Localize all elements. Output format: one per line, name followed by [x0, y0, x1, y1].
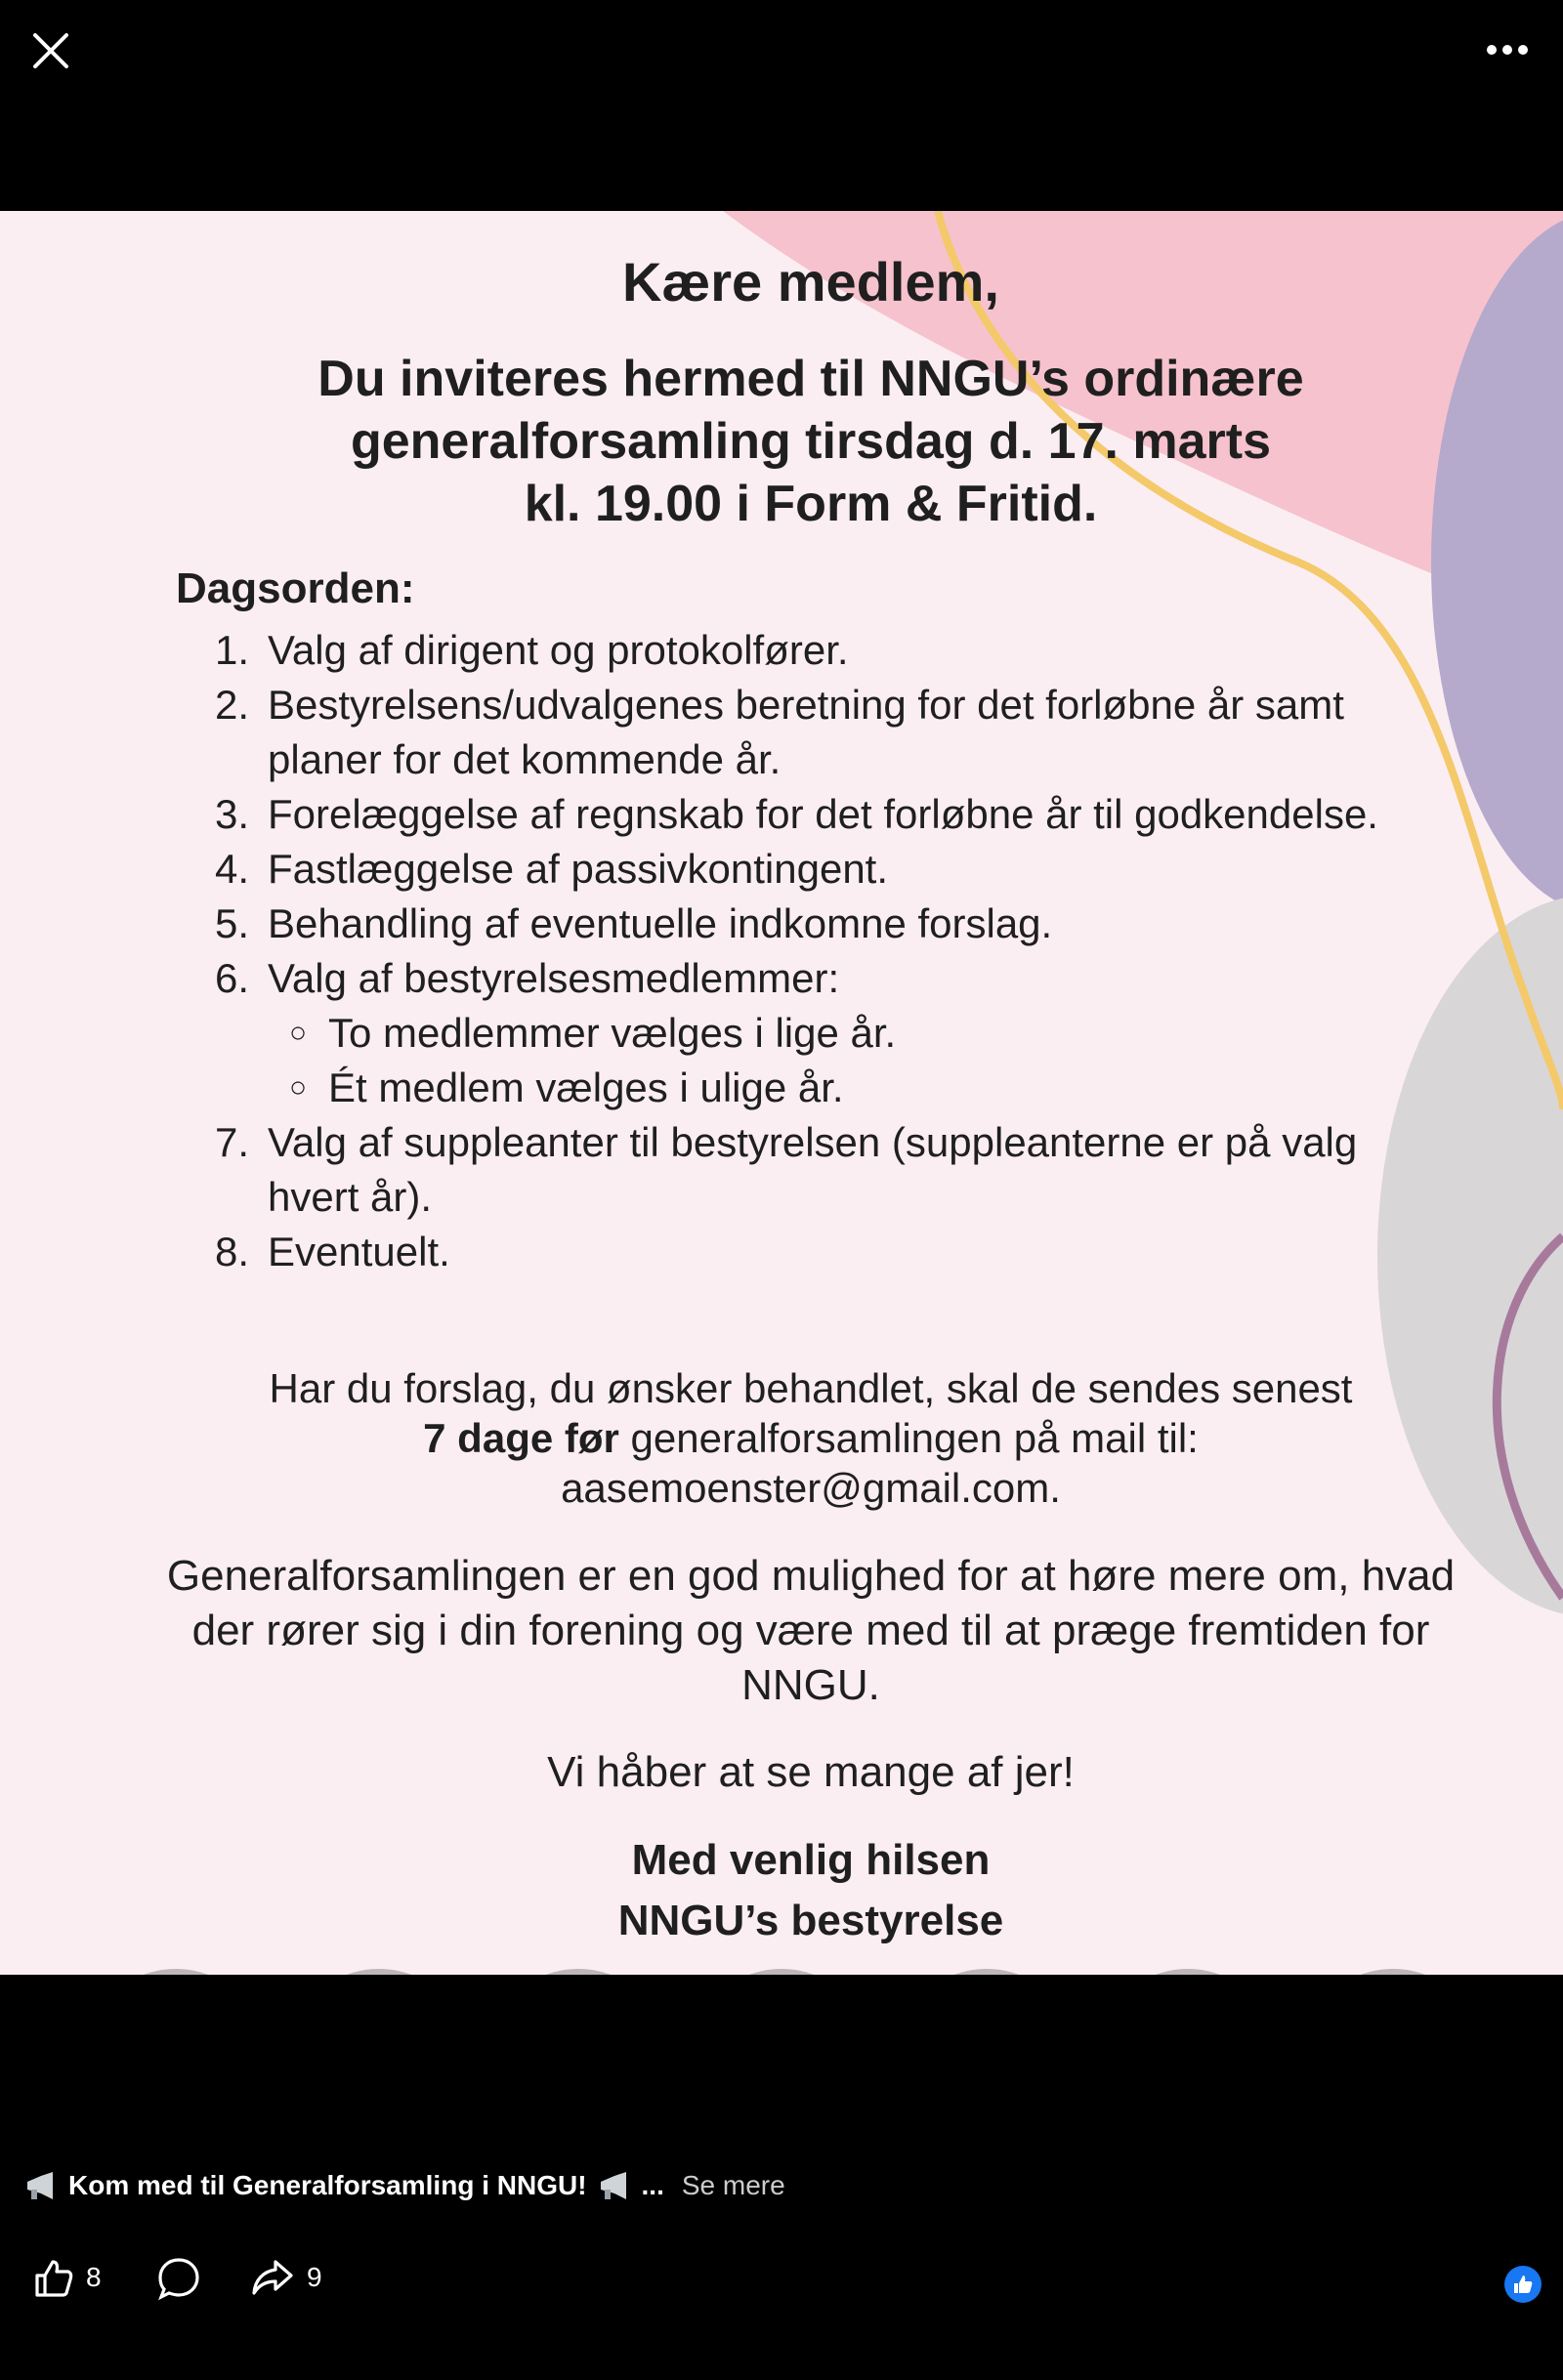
proposal-deadline: 7 dage før: [423, 1415, 619, 1461]
regards-sender: NNGU’s bestyrelse: [617, 1897, 1004, 1944]
invite-line: Du inviteres hermed til NNGU’s ordinære: [317, 351, 1304, 407]
agenda-text: Eventuelt.: [268, 1229, 450, 1274]
agenda-item: [215, 897, 1436, 951]
proposal-note: [137, 1363, 1485, 1513]
agenda-number: 7.: [215, 1119, 250, 1165]
agenda-list: [215, 623, 1436, 1279]
agenda-item: [215, 842, 1436, 897]
agenda-subitem: [215, 1061, 1436, 1115]
circle-bullet-icon: ○: [289, 1071, 308, 1104]
see-more-link[interactable]: Se mere: [681, 2170, 785, 2200]
agenda-item: [215, 787, 1436, 842]
close-button[interactable]: [21, 21, 80, 80]
invite-line: generalforsamling tirsdag d. 17. marts: [350, 413, 1272, 470]
more-options-icon: [1486, 44, 1529, 56]
agenda-text: Valg af bestyrelsesmedlemmer:: [268, 955, 840, 1001]
caption-ellipsis: ...: [641, 2170, 664, 2200]
agenda-number: 6.: [215, 955, 250, 1001]
agenda-number: 5.: [215, 900, 250, 946]
agenda-item: [215, 678, 1436, 787]
agenda-text: Behandling af eventuelle indkomne forslag.: [268, 900, 1053, 946]
agenda-text: Valg af suppleanter til bestyrelsen (suppleanterne er på valg hvert år).: [268, 1119, 1358, 1220]
share-button[interactable]: [250, 2256, 322, 2299]
agenda-item: [215, 1115, 1436, 1225]
megaphone-icon: [597, 2170, 632, 2201]
agenda-title: Dagsorden:: [176, 564, 415, 612]
invite-line: kl. 19.00 i Form & Fritid.: [524, 476, 1098, 532]
agenda-number: 3.: [215, 791, 250, 837]
caption-title: Kom med til Generalforsamling i NNGU!: [68, 2170, 587, 2200]
proposal-line: Har du forslag, du ønsker behandlet, skal de sendes senest: [269, 1365, 1353, 1411]
agenda-item: [215, 1225, 1436, 1279]
viewer-top-bar: [0, 0, 1563, 211]
agenda-text: Forelæggelse af regnskab for det forløbne år til godkendelse.: [268, 791, 1378, 837]
agenda-text: Valg af dirigent og protokolfører.: [268, 627, 849, 673]
regards-line: Med venlig hilsen: [631, 1836, 991, 1884]
thumbs-up-icon: [1512, 2274, 1534, 2295]
proposal-deadline-line: [137, 1413, 1485, 1463]
share-icon: [250, 2256, 295, 2299]
thumbs-up-icon: [31, 2256, 74, 2299]
agenda-text: Bestyrelsens/udvalgenes beretning for det forløbne år samt planer for det kommende år.: [268, 682, 1344, 782]
closing-paragraph: Generalforsamlingen er en god mulighed for at høre mere om, hvad der rører sig i din forening og være med til at præge fremtiden for NNGU.: [166, 1552, 1456, 1709]
megaphone-icon: [23, 2170, 59, 2201]
poster-invitation: [234, 348, 1387, 535]
proposal-line: generalforsamlingen på mail til:: [618, 1415, 1199, 1461]
like-reaction-badge[interactable]: [1504, 2266, 1542, 2303]
agenda-subitem-text: To medlemmer vælges i lige år.: [328, 1010, 897, 1056]
share-count: 9: [307, 2262, 322, 2292]
poster-greeting: Kære medlem,: [622, 251, 999, 313]
like-count: 8: [86, 2262, 102, 2292]
agenda-subitem-text: Ét medlem vælges i ulige år.: [328, 1065, 844, 1110]
agenda-number: 8.: [215, 1229, 250, 1274]
agenda-item: [215, 623, 1436, 678]
agenda-subitem: [215, 1006, 1436, 1061]
post-caption[interactable]: [23, 2170, 785, 2201]
agenda-text: Fastlæggelse af passivkontingent.: [268, 846, 889, 892]
agenda-number: 4.: [215, 846, 250, 892]
agenda-number: 1.: [215, 627, 250, 673]
agenda-item: [215, 951, 1436, 1006]
hope-line: Vi håber at se mange af jer!: [547, 1748, 1075, 1796]
post-actions: [0, 2256, 1563, 2311]
like-button[interactable]: [31, 2256, 102, 2299]
signature: [0, 1830, 1563, 1951]
comment-button[interactable]: [156, 2256, 201, 2301]
post-photo[interactable]: [0, 211, 1563, 1975]
proposal-email: aasemoenster@gmail.com.: [561, 1465, 1061, 1511]
more-options-button[interactable]: [1473, 27, 1542, 72]
agenda-number: 2.: [215, 682, 250, 728]
circle-bullet-icon: ○: [289, 1017, 308, 1049]
comment-icon: [156, 2256, 201, 2301]
close-icon: [31, 31, 70, 70]
